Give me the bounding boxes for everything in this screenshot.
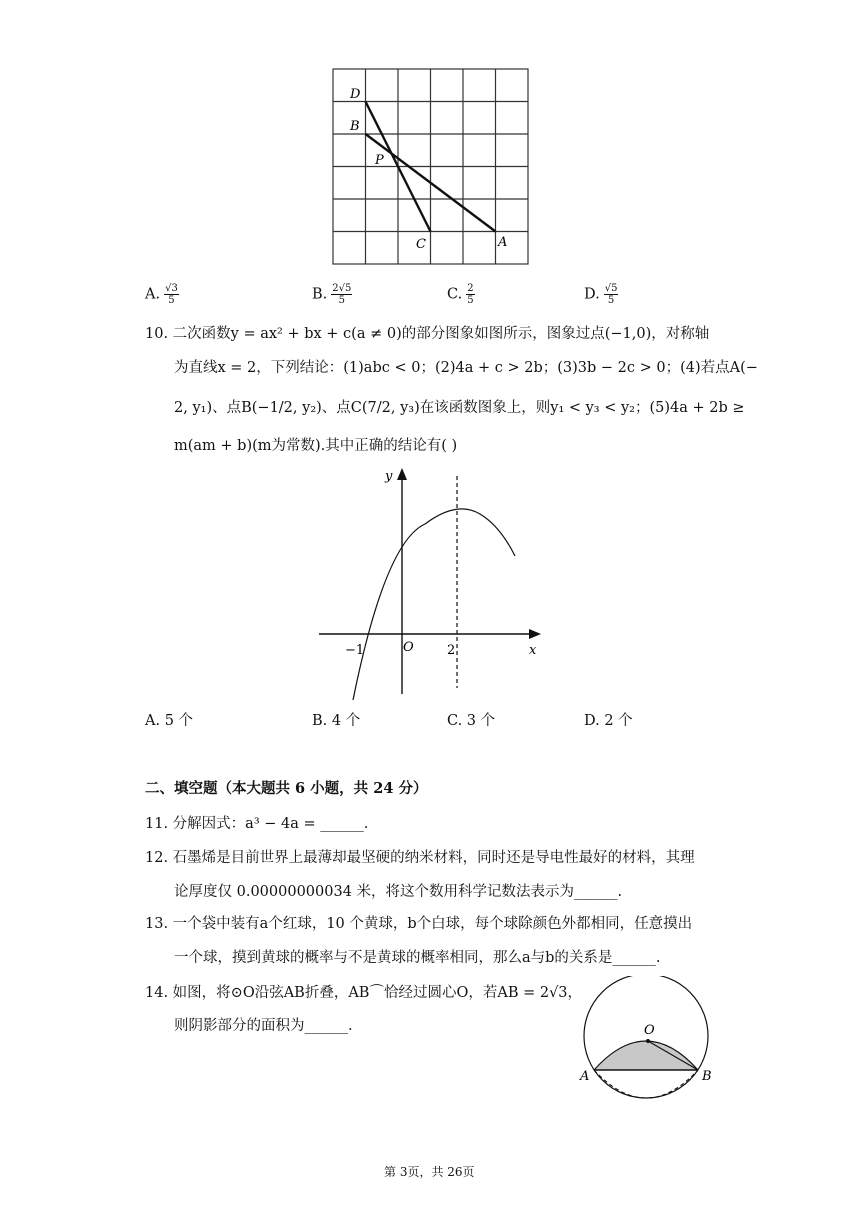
q14-line-1: 14. 如图，将⊙O沿弦AB折叠，AB⌒恰经过圆心O，若AB = 2√3， [145,985,583,1001]
label-D: D [350,87,361,102]
center-dot [646,1039,650,1043]
q10-line-1: 10. 二次函数y = ax² + bx + c(a ≠ 0)的部分图象如图所示，图象过点(−1,0)，对称轴 [145,326,710,342]
label-y: y [385,469,393,484]
q10-line-4: m(am + b)(m为常数).其中正确的结论有( ) [174,438,458,454]
q13-line-2: 一个球，摸到黄球的概率与不是黄球的概率相同，那么a与b的关系是______. [174,950,661,966]
page-footer: 第 3页，共 26页 [384,1165,475,1179]
q9-option-b: B. $\frac{2√5}{5}$ [312,283,352,306]
label-C: C [416,237,426,252]
q9-option-a: A. $\frac{√3}{5}$ [145,283,178,306]
q9-option-d: D. $\frac{√5}{5}$ [584,283,618,306]
label-origin: O [403,640,414,655]
parabola-curve [353,509,515,700]
q10-line-2: 为直线x = 2，下列结论：(1)abc < 0；(2)4a + c > 2b；(3)3b − 2c > 0；(4)若点A(− [174,360,758,376]
q10-option-c: C. 3 个 [447,713,496,729]
q10-parabola-graph [315,462,547,702]
q11-text: 11. 分解因式：a³ − 4a = ______. [145,816,369,832]
q12-line-2: 论厚度仅 0.00000000034 米，将这个数用科学记数法表示为______. [174,884,623,900]
label-A: A [580,1069,590,1084]
label-P: P [375,153,384,168]
y-axis-arrow [397,468,407,480]
q9-grid-figure [330,66,530,268]
q12-line-1: 12. 石墨烯是目前世界上最薄却最坚硬的纳米材料，同时还是导电性最好的材料，其理 [145,850,695,866]
section-2-heading: 二、填空题（本大题共 6 小题，共 24 分） [145,780,428,797]
label-two: 2 [447,643,456,658]
label-O: O [644,1023,655,1038]
q14-line-2: 则阴影部分的面积为______. [174,1018,353,1034]
q10-option-b: B. 4 个 [312,713,361,729]
q14-circle-figure [576,976,720,1104]
label-B: B [350,119,360,134]
label-B: B [702,1069,712,1084]
dashed-arc [594,1070,698,1098]
label-x: x [529,643,537,658]
q9-option-c: C. $\frac{2}{5}$ [447,283,474,306]
q10-line-3: 2, y₁)、点B(−1/2, y₂)、点C(7/2, y₃)在该函数图象上，则y₁ < y₃ < y₂；(5)4a + 2b ≥ [174,400,745,416]
q10-option-d: D. 2 个 [584,713,633,729]
q10-option-a: A. 5 个 [145,713,194,729]
label-A: A [498,235,508,250]
label-minus-one: −1 [345,643,365,658]
x-axis-arrow [529,629,541,639]
q13-line-1: 13. 一个袋中装有a个红球，10 个黄球，b个白球，每个球除颜色外都相同，任意摸出 [145,916,693,932]
